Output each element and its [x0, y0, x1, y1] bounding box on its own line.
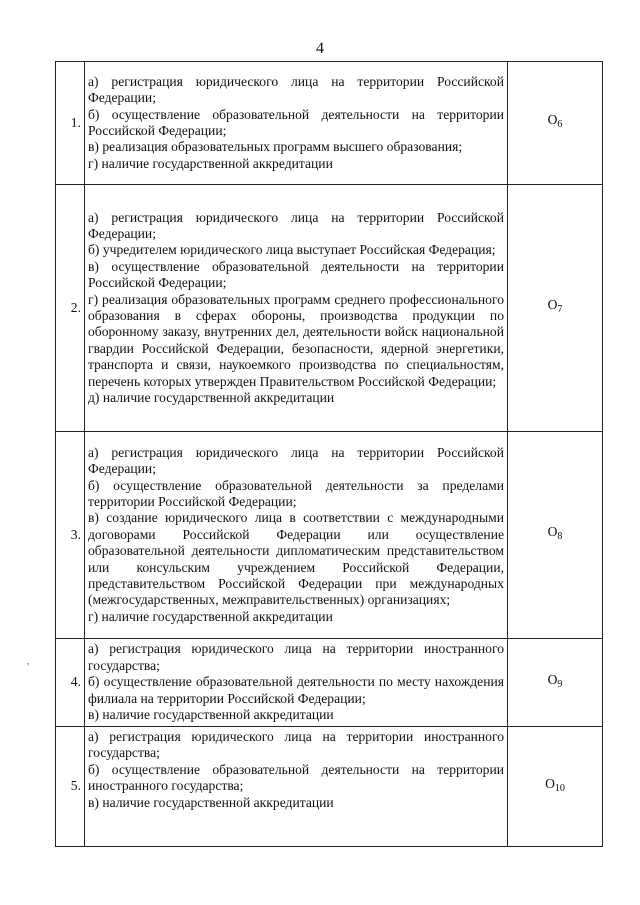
condition-text: а) регистрация юридического лица на территории Российской Федерации;	[88, 73, 504, 106]
row-number: 1.	[56, 62, 85, 185]
conditions-cell	[85, 639, 508, 727]
code-cell	[508, 639, 603, 727]
condition-text: г) наличие государственной аккредитации	[88, 608, 333, 624]
code-cell	[508, 185, 603, 432]
condition-text: в) создание юридического лица в соответствии с международными договорами Российской Федерации или осуществление образовательной деятельности дипломатическим представительством или консульским учреждением Российской Федерации, представительством Российской Федерации при международных (межгосударственных, межправительственных) организациях;	[88, 510, 504, 608]
condition-text: г) реализация образовательных программ среднего профессионального образования в сферах обороны, производства продукции по оборонному заказу, внутренних дел, деятельности войск национальной гвардии Российской Федерации, безопасности, ядерной энергетики, транспорта и связи, наукоемкого производства по специальностям, перечень которых утвержден Правительством Российской Федерации;	[88, 291, 504, 389]
code-cell	[508, 727, 603, 847]
code-cell	[508, 432, 603, 639]
condition-text: д) наличие государственной аккредитации	[88, 390, 335, 406]
row-number: 5.	[56, 727, 85, 847]
table-row	[56, 727, 603, 847]
condition-text: а) регистрация юридического лица на территории иностранного государства;	[88, 641, 504, 673]
condition-text: б) осуществление образовательной деятельности по месту нахождения филиала на территории Российской Федерации;	[88, 674, 504, 706]
condition-text: а) регистрация юридического лица на территории иностранного государства;	[88, 729, 504, 761]
code-index: 6	[557, 119, 563, 131]
code-letter: О	[547, 524, 558, 540]
condition-text: г) наличие государственной аккредитации	[88, 155, 333, 171]
condition-text: в) реализация образовательных программ высшего образования;	[88, 139, 463, 155]
condition-text: б) осуществление образовательной деятельности на территории Российской Федерации;	[88, 106, 504, 138]
conditions-cell	[85, 62, 508, 185]
row-number: 3.	[56, 432, 85, 639]
condition-text: а) регистрация юридического лица на территории Российской Федерации;	[88, 444, 504, 477]
row-number: 2.	[56, 185, 85, 432]
condition-text: в) наличие государственной аккредитации	[88, 707, 334, 723]
condition-text: б) осуществление образовательной деятельности на территории иностранного государства;	[88, 761, 504, 794]
table-row	[56, 62, 603, 185]
code-letter: О	[547, 671, 558, 687]
row-number: 4.	[56, 639, 85, 727]
code-index: 7	[557, 304, 563, 316]
code-letter: О	[547, 112, 558, 128]
table-row	[56, 639, 603, 727]
table-row	[56, 432, 603, 639]
code-index: 10	[554, 782, 565, 794]
conditions-cell	[85, 432, 508, 639]
code-letter: О	[545, 775, 555, 791]
condition-text: в) наличие государственной аккредитации	[88, 794, 334, 810]
conditions-cell	[85, 185, 508, 432]
page-number: 4	[316, 40, 324, 57]
criteria-table	[55, 61, 603, 847]
code-index: 9	[557, 678, 563, 690]
table-row	[56, 185, 603, 432]
condition-text: б) учредителем юридического лица выступает Российская Федерация;	[88, 242, 496, 258]
condition-text: а) регистрация юридического лица на территории Российской Федерации;	[88, 209, 504, 241]
code-cell	[508, 62, 603, 185]
condition-text: в) осуществление образовательной деятельности на территории Российской Федерации;	[88, 258, 504, 291]
condition-text: б) осуществление образовательной деятельности за пределами территории Российской Федерации;	[88, 477, 504, 509]
code-letter: О	[547, 297, 558, 313]
conditions-cell	[85, 727, 508, 847]
code-index: 8	[557, 531, 563, 543]
scan-mark: ,	[27, 656, 30, 667]
